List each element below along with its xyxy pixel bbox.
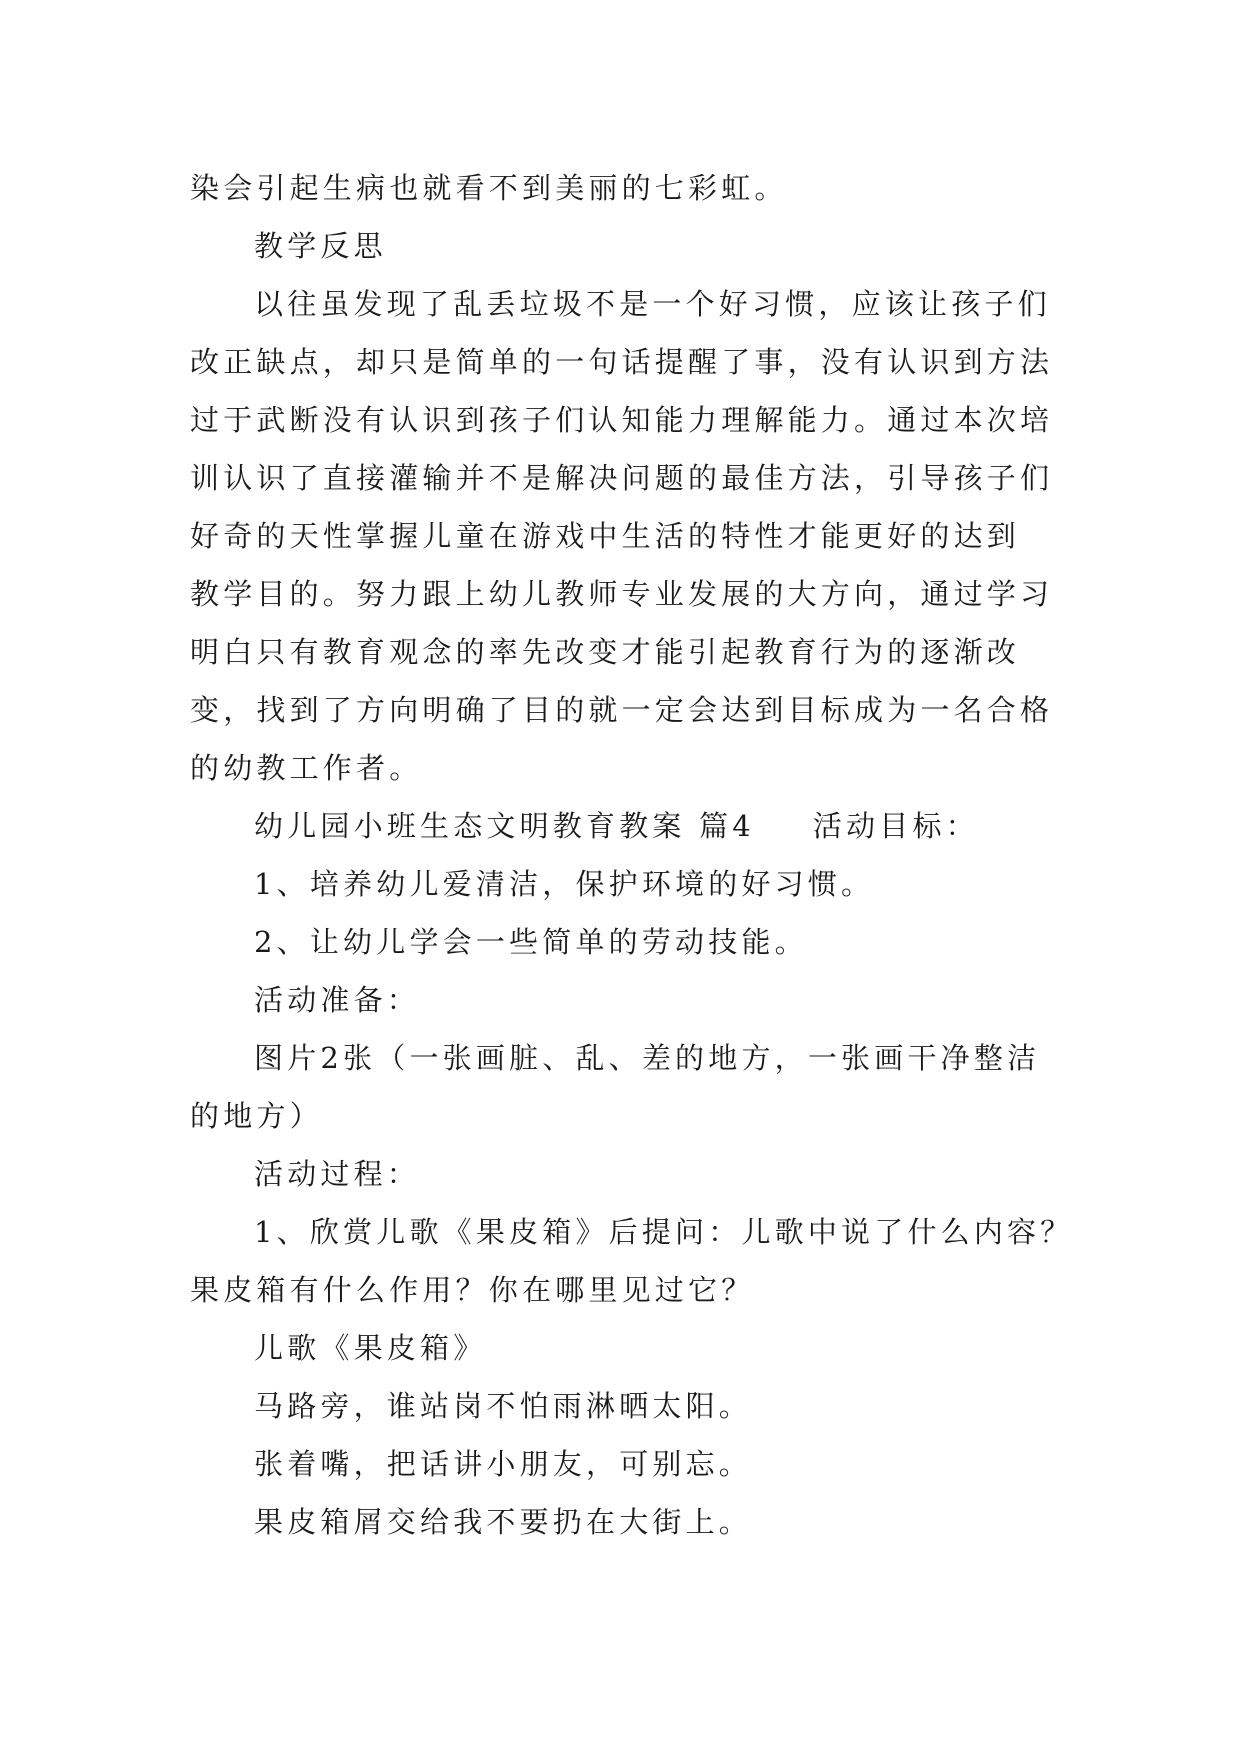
text-line: 改正缺点，却只是简单的一句话提醒了事，没有认识到方法: [190, 345, 1054, 379]
lesson-plan-title: 幼儿园小班生态文明教育教案 篇4: [254, 809, 755, 843]
text-line: 好奇的天性掌握儿童在游戏中生活的特性才能更好的达到: [190, 519, 1021, 553]
text-line: 训认识了直接灌输并不是解决问题的最佳方法，引导孩子们: [190, 461, 1054, 495]
text-line: 教学目的。努力跟上幼儿教师专业发展的大方向，通过学习: [190, 577, 1054, 611]
goal-item: 1、培养幼儿爱清洁，保护环境的好习惯。: [254, 867, 875, 901]
text-line: 染会引起生病也就看不到美丽的七彩虹。: [190, 171, 788, 205]
poem-line: 张着嘴，把话讲小朋友，可别忘。: [254, 1447, 753, 1481]
goal-item: 2、让幼儿学会一些简单的劳动技能。: [254, 925, 808, 959]
text-line: 过于武断没有认识到孩子们认知能力理解能力。通过本次培: [190, 403, 1054, 437]
text-line: 图片2张（一张画脏、乱、差的地方，一张画干净整洁: [254, 1041, 1041, 1075]
text-line: 的地方）: [190, 1099, 323, 1133]
activity-goals-heading: 活动目标：: [812, 809, 979, 843]
section-heading-process: 活动过程：: [254, 1157, 421, 1191]
text-line: 1、欣赏儿歌《果皮箱》后提问：儿歌中说了什么内容？: [254, 1215, 1074, 1249]
text-line: 变，找到了方向明确了目的就一定会达到目标成为一名合格: [190, 693, 1054, 727]
text-line: 的幼教工作者。: [190, 751, 423, 785]
lesson-plan-heading: [254, 806, 979, 846]
poem-line: 马路旁，谁站岗不怕雨淋晒太阳。: [254, 1389, 753, 1423]
poem-title: 儿歌《果皮箱》: [254, 1331, 487, 1365]
section-heading-reflection: 教学反思: [254, 229, 387, 263]
text-line: 果皮箱有什么作用？你在哪里见过它？: [190, 1273, 755, 1307]
text-line: 明白只有教育观念的率先改变才能引起教育行为的逐渐改: [190, 635, 1021, 669]
section-heading-preparation: 活动准备：: [254, 983, 421, 1017]
text-line: 以往虽发现了乱丢垃圾不是一个好习惯，应该让孩子们: [254, 287, 1051, 321]
poem-line: 果皮箱屑交给我不要扔在大街上。: [254, 1505, 753, 1539]
